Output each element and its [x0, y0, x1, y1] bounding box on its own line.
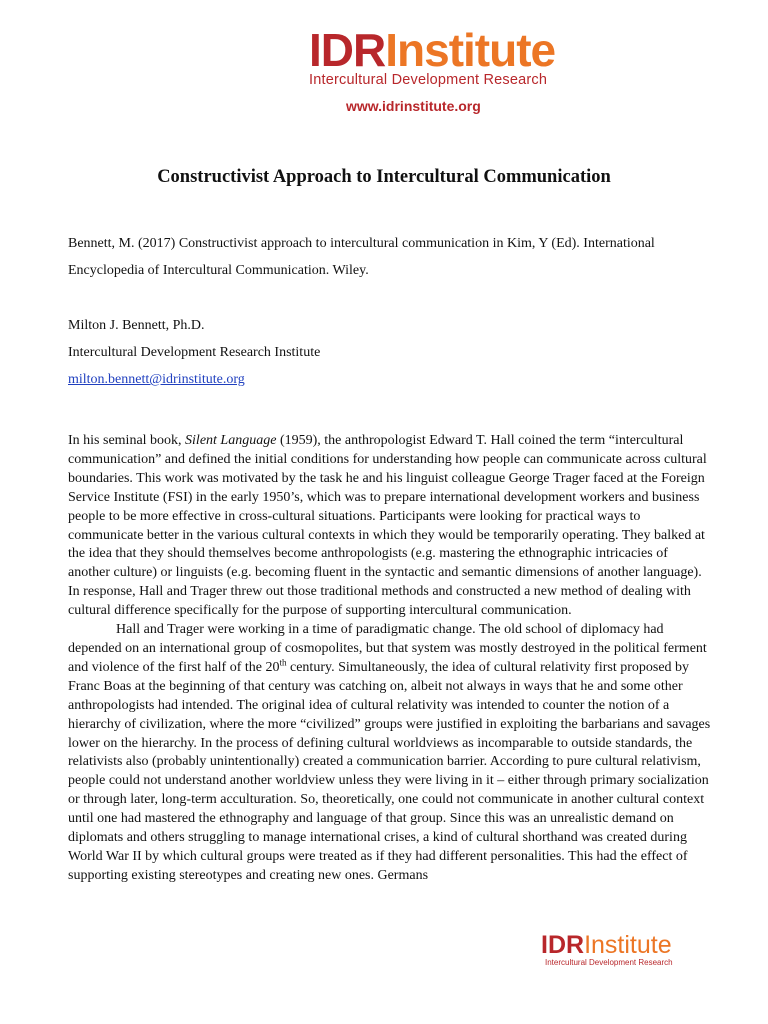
paragraph-2-start: Hall and Trager were working in a time of paradigmatic change. The old school of diplomacy had depended on an international group of cosmopolites, but that system was mostly destroyed in the political ferment and violence of the first half of the 20: [68, 622, 707, 675]
logo-institute-text: Institute: [385, 24, 556, 76]
paragraph-1-rest: (1959), the anthropologist Edward T. Hall coined the term “intercultural communication” and defined the initial conditions for understanding how people can communicate across cultural boundaries. This work was motivated by the task he and his linguist colleague George Trager faced at the Foreign Service Institute (FSI) in the early 1950’s, which was to prepare international development workers and business people to be more effective in cross-cultural situations. Participants were looking for practical ways to communicate better in the various cultural contexts in which they would be temporarily operating. They balked at the idea that they should themselves become anthropologists (e.g. mastering the ethnographic intricacies of another culture) or linguists (e.g. becoming fluent in the syntactic and semantic dimensions of another language). In response, Hall and Trager threw out those traditional methods and constructed a new method of dealing with cultural difference specifically for the purpose of supporting intercultural communication.: [68, 433, 707, 619]
logo-wordmark: [309, 24, 599, 76]
idr-institute-logo: [309, 24, 599, 88]
author-name: Milton J. Bennett, Ph.D.: [68, 318, 205, 333]
citation-line-1: Bennett, M. (2017) Constructivist approach to intercultural communication in Kim, Y (Ed). International: [68, 236, 655, 251]
logo-idr-text: IDR: [309, 24, 386, 76]
website-url[interactable]: www.idrinstitute.org: [346, 98, 481, 114]
footer-logo: [541, 933, 673, 967]
author-info: [68, 312, 708, 393]
ordinal-suffix: th: [279, 657, 287, 668]
logo-subtitle: Intercultural Development Research: [309, 72, 548, 88]
paragraph-1-start: In his seminal book,: [68, 433, 186, 448]
paragraph-2: [68, 621, 712, 886]
author-email-link[interactable]: milton.bennett@idrinstitute.org: [68, 372, 245, 387]
citation: [68, 230, 708, 284]
book-title: Silent Language: [185, 433, 277, 448]
footer-logo-subtitle: Intercultural Development Research: [545, 958, 673, 967]
footer-logo-wordmark: [541, 933, 673, 957]
footer-logo-institute-text: Institute: [584, 931, 672, 959]
body-text: [68, 432, 712, 886]
paragraph-1: [68, 432, 712, 621]
paragraph-2-rest: century. Simultaneously, the idea of cultural relativity first proposed by Franc Boas at the beginning of that century was catching on, albeit not always in ways that he and some other anthropologists had intended. The original idea of cultural relativity was intended to counter the notion of a hierarchy of civilization, where the more “civilized” groups were justified in exploiting the barbarians and savages lower on the hierarchy. In the process of defining cultural worldviews as incomparable to outside standards, the relativists also (probably unintentionally) created a communication barrier. According to pure cultural relativism, people could not understand another worldview unless they were living in it – either through primary socialization or through later, long-term acculturation. So, theoretically, one could not communicate in another cultural context until one had mastered the ethnography and language of that group. Since this was an unrealistic demand on diplomats and others struggling to manage international crises, a kind of cultural shorthand was created during World War II by which cultural groups were treated as if they had different personalities. This had the effect of supporting existing stereotypes and creating new ones. Germans: [68, 659, 711, 883]
document-title: Constructivist Approach to Intercultural Communication: [157, 167, 611, 187]
citation-line-2: Encyclopedia of Intercultural Communication. Wiley.: [68, 263, 369, 278]
footer-logo-idr-text: IDR: [541, 931, 585, 959]
author-affiliation: Intercultural Development Research Institute: [68, 345, 321, 360]
